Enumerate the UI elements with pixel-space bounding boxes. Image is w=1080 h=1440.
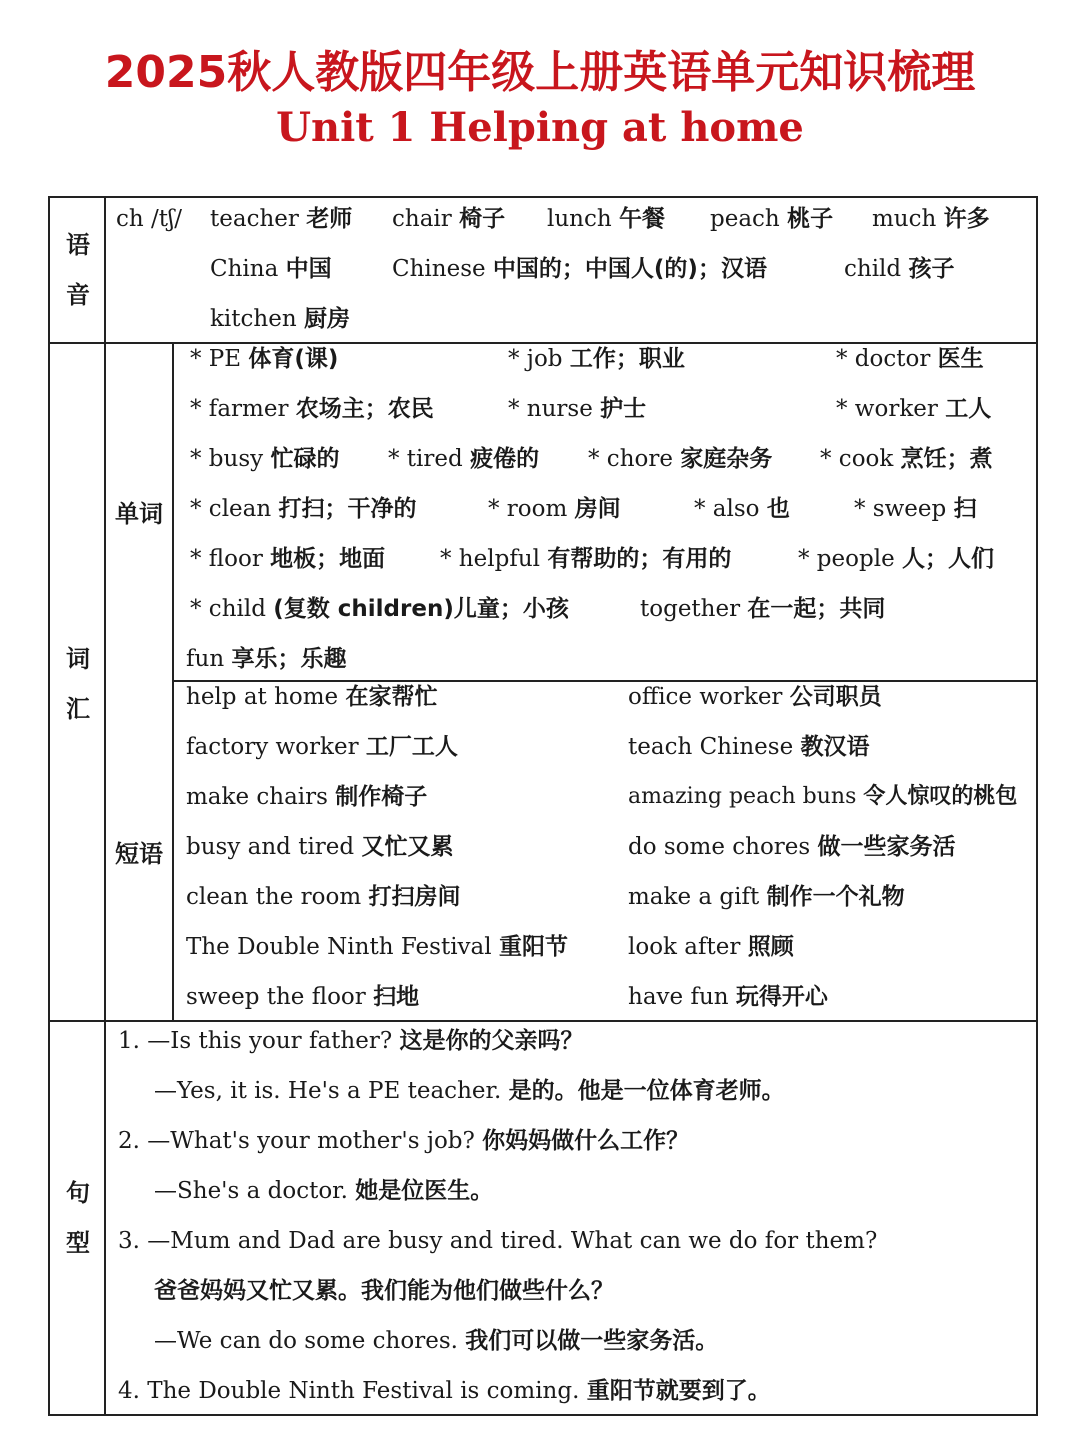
- subcategory-words: 单词: [115, 500, 163, 528]
- divider-subcategory-column: [172, 342, 174, 1020]
- unit-subtitle: Unit 1 Helping at home: [276, 104, 804, 151]
- word-item: * clean 打扫；干净的: [190, 496, 417, 522]
- sentence-line: 2. —What's your mother's job? 你妈妈做什么工作？: [118, 1128, 690, 1154]
- phrase-item: busy and tired 又忙又累: [186, 834, 454, 860]
- word-item: * cook 烹饪；煮: [820, 446, 993, 472]
- category-sentences: [50, 1168, 106, 1268]
- sentence-line: —Yes, it is. He's a PE teacher. 是的。他是一位体育老师。: [154, 1078, 785, 1104]
- category-vocab-char-1: 词: [66, 645, 90, 673]
- word-item: * also 也: [694, 496, 790, 522]
- word-item: * people 人；人们: [798, 546, 994, 572]
- sentence-line: 爸爸妈妈又忙又累。我们能为他们做些什么？: [154, 1278, 614, 1304]
- phrase-item: factory worker 工厂工人: [186, 734, 458, 760]
- word-item: * sweep 扫: [854, 496, 977, 522]
- word-item: * job 工作；职业: [508, 346, 685, 372]
- word-item: fun 享乐；乐趣: [186, 646, 347, 672]
- phonics-item: Chinese 中国的；中国人(的)；汉语: [392, 256, 767, 282]
- subcategory-phrases: 短语: [115, 840, 163, 868]
- category-phonics-char-2: 音: [66, 281, 90, 309]
- phonics-item: much 许多: [872, 206, 990, 232]
- phonics-item: China 中国: [210, 256, 332, 282]
- category-sentences-char-1: 句: [66, 1179, 90, 1207]
- sentence-line: —She's a doctor. 她是位医生。: [154, 1178, 494, 1204]
- category-phonics: [50, 220, 106, 320]
- page-title: 2025秋人教版四年级上册英语单元知识梳理: [104, 47, 976, 98]
- phonics-item: teacher 老师: [210, 206, 353, 232]
- phrase-item: clean the room 打扫房间: [186, 884, 461, 910]
- phonics-item: child 孩子: [844, 256, 955, 282]
- word-item: * room 房间: [488, 496, 621, 522]
- phonics-sound: ch /tʃ/: [116, 206, 182, 232]
- category-phonics-char-1: 语: [66, 231, 90, 259]
- word-item: * chore 家庭杂务: [588, 446, 773, 472]
- phrase-item: office worker 公司职员: [628, 684, 882, 710]
- word-item: * doctor 医生: [836, 346, 984, 372]
- category-sentences-char-2: 型: [66, 1229, 90, 1257]
- phonics-item: kitchen 厨房: [210, 306, 350, 332]
- sentence-line: 3. —Mum and Dad are busy and tired. What can we do for them?: [118, 1228, 878, 1254]
- word-item: * child (复数 children)儿童；小孩: [190, 596, 569, 622]
- knowledge-table: [48, 196, 1038, 1416]
- phonics-item: chair 椅子: [392, 206, 506, 232]
- sentence-line: 4. The Double Ninth Festival is coming. 重阳节就要到了。: [118, 1378, 771, 1404]
- category-vocab: [50, 634, 106, 734]
- phrase-item: The Double Ninth Festival 重阳节: [186, 934, 568, 960]
- phrase-item: teach Chinese 教汉语: [628, 734, 870, 760]
- word-item: * busy 忙碌的: [190, 446, 340, 472]
- phrase-item: help at home 在家帮忙: [186, 684, 438, 710]
- word-item: together 在一起；共同: [640, 596, 886, 622]
- word-item: * worker 工人: [836, 396, 992, 422]
- phonics-item: peach 桃子: [710, 206, 834, 232]
- word-item: * nurse 护士: [508, 396, 647, 422]
- phrase-item: do some chores 做一些家务活: [628, 834, 956, 860]
- phrase-item: look after 照顾: [628, 934, 794, 960]
- sentence-line: —We can do some chores. 我们可以做一些家务活。: [154, 1328, 719, 1354]
- word-item: * farmer 农场主；农民: [190, 396, 434, 422]
- category-vocab-char-2: 汇: [66, 695, 90, 723]
- phrase-item: have fun 玩得开心: [628, 984, 828, 1010]
- word-item: * PE 体育(课): [190, 346, 339, 372]
- word-item: * floor 地板；地面: [190, 546, 386, 572]
- phrase-item: make chairs 制作椅子: [186, 784, 428, 810]
- sentence-line: 1. —Is this your father? 这是你的父亲吗？: [118, 1028, 584, 1054]
- phrase-item: sweep the floor 扫地: [186, 984, 420, 1010]
- word-item: * tired 疲倦的: [388, 446, 540, 472]
- word-item: * helpful 有帮助的；有用的: [440, 546, 732, 572]
- phrase-item: amazing peach buns 令人惊叹的桃包: [628, 784, 1018, 809]
- phonics-item: lunch 午餐: [547, 206, 665, 232]
- phrase-item: make a gift 制作一个礼物: [628, 884, 905, 910]
